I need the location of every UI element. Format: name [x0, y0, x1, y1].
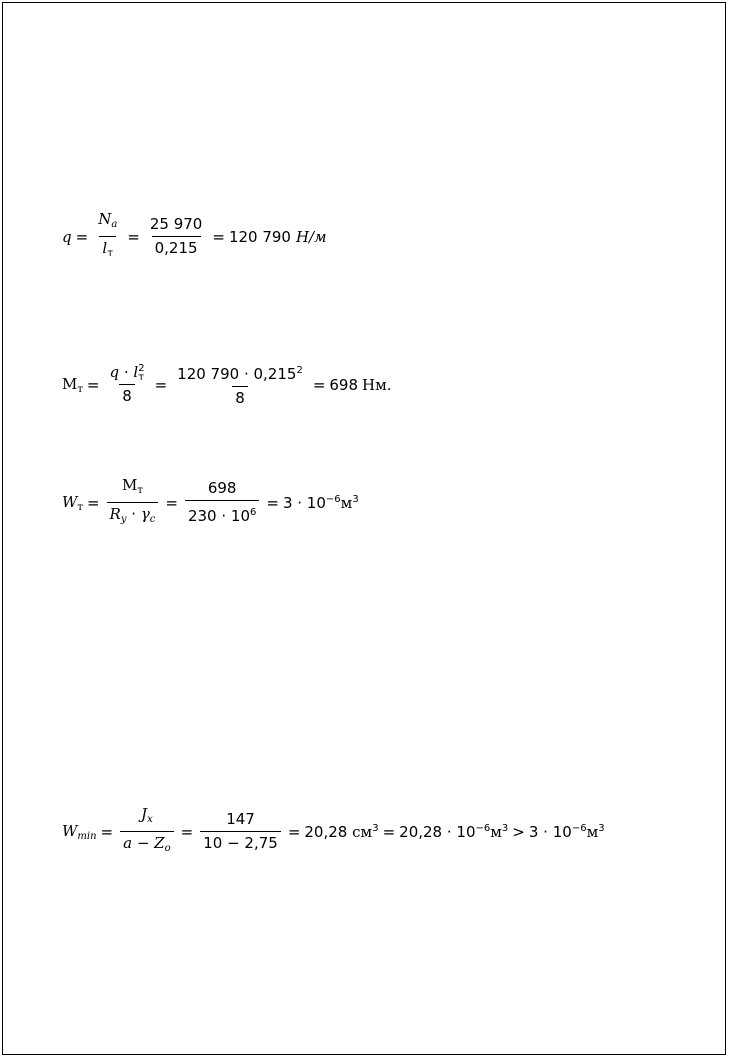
eq2-lhs: $М_т$	[62, 374, 83, 395]
eq1-symbolic-fraction	[95, 210, 120, 263]
eq4-limit: $3 \cdot 10^{-6}м^3$	[528, 822, 605, 841]
eq4-numeric-fraction	[200, 810, 281, 853]
eq2-num: q · l	[109, 363, 139, 381]
eq1-den: l	[102, 239, 108, 257]
eq4-mid-den: 10 − 2,75	[200, 831, 281, 853]
eq1-mid-den: 0,215	[152, 236, 201, 258]
eq2-symbolic-fraction	[106, 363, 147, 406]
eq1-num: N	[98, 210, 112, 228]
eq2-num-sup: 2	[138, 362, 145, 374]
eq4-comparison: >	[512, 822, 525, 841]
eq2-mid-num: 120 790 · 0,215	[177, 365, 297, 383]
eq2-numeric-fraction	[174, 361, 306, 408]
eq4-symbolic-fraction: $\frac{J_x}{a - Z_o}$	[120, 805, 174, 858]
eq1-numeric-fraction	[147, 215, 206, 258]
equation-load-q: q = $\frac{N_a}{l_т}$ = $\frac{25 970}{0,215}$ = 120 790 Н/м	[62, 210, 327, 263]
eq3-result: $3 \cdot 10^{-6}м^3$	[282, 493, 359, 512]
eq2-result-unit: Нм.	[362, 375, 392, 394]
eq3-den-r: R	[109, 505, 121, 523]
eq3-den-gamma: γ	[140, 505, 150, 523]
eq4-result-cm: 20,28 $см^3$	[304, 822, 379, 841]
eq1-result-value: 120 790	[228, 227, 291, 246]
eq3-mid-num: 698	[207, 479, 237, 497]
eq4-lhs: $W_{min}$	[62, 821, 97, 842]
eq1-lhs: q	[62, 227, 72, 246]
eq4-den: a − Z	[123, 834, 165, 852]
equation-moment-m: $М_т$ = q · l 2 т 8 = $\frac{120 790 \cdot 0,215^2}{8}$ = 698 Нм.	[62, 362, 392, 407]
eq2-mid-num-sup: 2	[296, 365, 303, 376]
eq4-result-m: $20,28 \cdot 10^{-6}м^3$	[399, 822, 509, 841]
eq3-numeric-fraction: $\frac{698}{230 \cdot 10^6}$	[185, 479, 259, 526]
eq3-num: М	[122, 476, 138, 494]
eq3-mid-den: 230 · 10	[187, 507, 250, 525]
eq2-mid-den: 8	[232, 386, 248, 408]
eq1-den-sub: т	[107, 248, 114, 259]
eq3-symbolic-fraction: $\frac{М_т}{R_y \cdot \gamma_c}$	[107, 476, 159, 529]
eq2-result-value: 698	[329, 375, 359, 394]
eq1-num-sub: a	[111, 219, 118, 230]
eq2-den: 8	[119, 384, 135, 406]
eq4-num: J	[141, 805, 148, 823]
eq1-mid-num: 25 970	[149, 215, 203, 233]
equation-w-min: $W_{min}$ = $\frac{J_x}{a - Z_o}$ = $\frac{147}{10 - 2,75}$ = 20,28 $см^3$ = $20,28 \cdot 10^{-6}м^3$ > $3 \cdot 10^{-6}м^3$	[62, 805, 605, 858]
eq3-num-sub: т	[137, 485, 143, 496]
eq4-mid-num: 147	[226, 810, 255, 828]
eq3-lhs: $W_т$	[62, 492, 83, 513]
eq1-result-unit: Н/м	[295, 227, 327, 246]
equation-section-modulus-w: $W_т$ = $\frac{М_т}{R_y \cdot \gamma_c}$ = $\frac{698}{230 \cdot 10^6}$ = $3 \cdot 10^{-6}м^3$	[62, 476, 359, 529]
eq2-num-sub: т	[138, 371, 145, 383]
